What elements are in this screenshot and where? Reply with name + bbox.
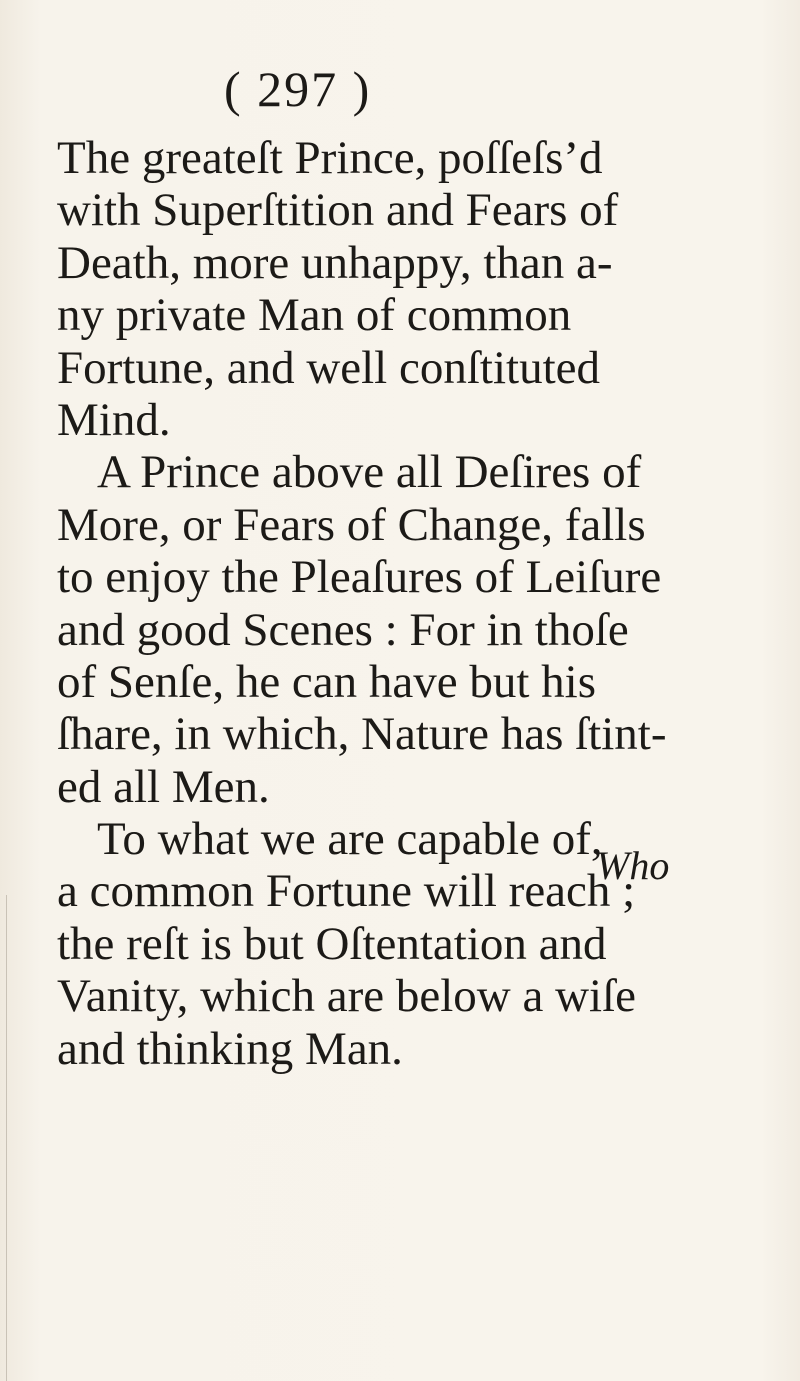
text-line: Death, more unhappy, than a- — [57, 236, 613, 289]
catchword: Who — [596, 843, 670, 888]
text-line: ed all Men. — [57, 760, 270, 813]
page-number: ( 297 ) — [224, 61, 372, 117]
text-line: More, or Fears of Change, falls — [57, 498, 646, 551]
text-line: ſhare, in which, Nature has ſtint- — [57, 708, 667, 761]
text-line: Mind. — [57, 393, 171, 446]
text-line: to enjoy the Pleaſures of Leiſure — [57, 551, 662, 604]
page-edge — [0, 895, 7, 1381]
text-line: of Senſe, he can have but his — [57, 655, 597, 708]
text-line: ny private Man of common — [57, 289, 572, 342]
text-line: a common Fortune will reach ; — [57, 865, 636, 918]
text-line: the reſt is but Oſtentation and — [57, 917, 607, 970]
text-line: with Superſtition and Fears of — [57, 184, 619, 237]
text-line: To what we are capable of, — [97, 813, 603, 866]
text-line: The greateſt Prince, poſſeſs’d — [57, 132, 603, 184]
body-text — [57, 132, 747, 1075]
text-line: Vanity, which are below a wiſe — [57, 970, 637, 1023]
text-line: Fortune, and well conſtituted — [57, 341, 601, 394]
text-line: A Prince above all Deſires of — [97, 446, 642, 499]
text-line: and thinking Man. — [57, 1022, 403, 1075]
text-line: and good Scenes : For in thoſe — [57, 603, 629, 656]
